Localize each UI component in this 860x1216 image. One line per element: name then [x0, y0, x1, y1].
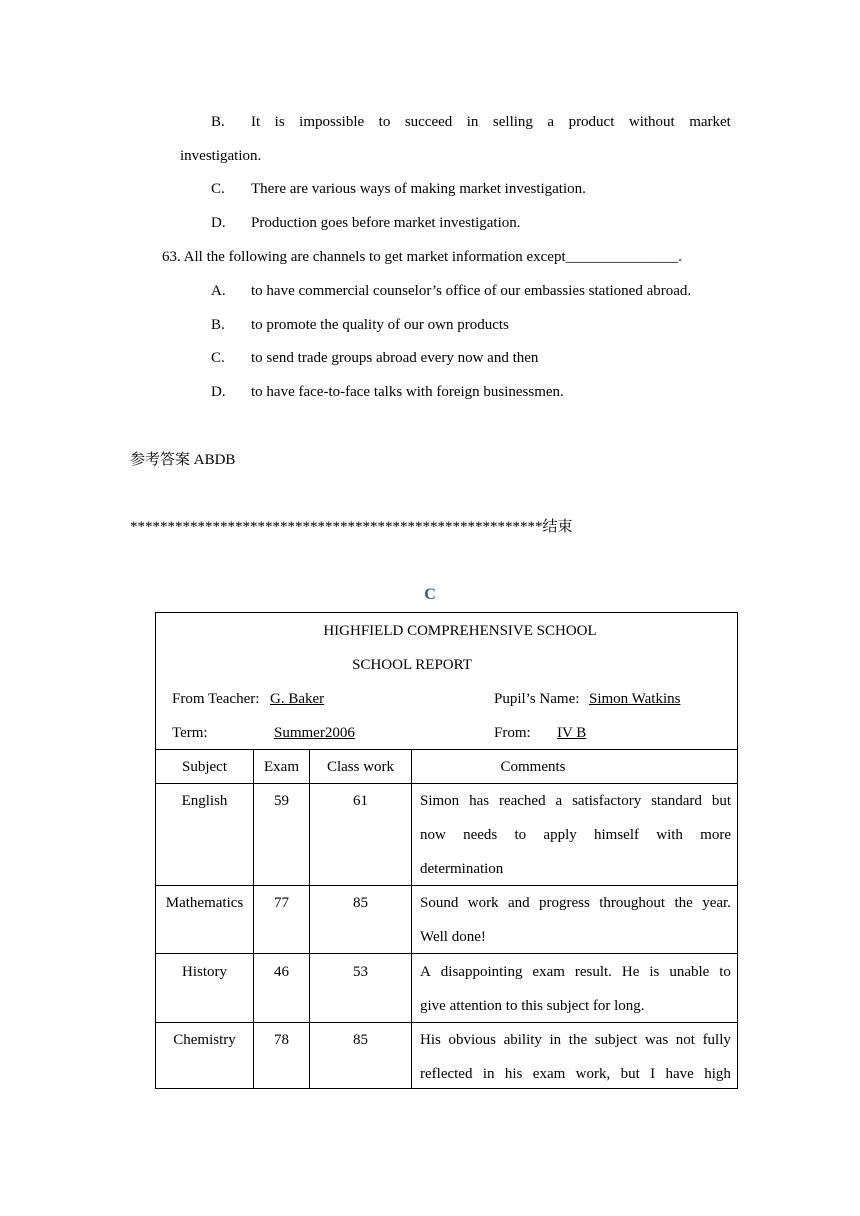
word: ability: [503, 1032, 542, 1048]
word: progress: [539, 895, 590, 911]
word: his: [504, 1066, 523, 1082]
column-header: Class work: [326, 759, 395, 775]
word: with: [656, 827, 683, 843]
option-b-continuation: investigation.: [180, 148, 262, 164]
classwork-cell: 85: [353, 1032, 368, 1048]
word: have: [665, 1066, 694, 1082]
form-label: From:: [494, 725, 531, 741]
section-heading: C: [424, 586, 436, 603]
comment-line: [420, 1030, 731, 1050]
word: fully: [702, 1032, 731, 1048]
term-label: Term:: [172, 725, 208, 741]
word: without: [628, 114, 675, 130]
word: high: [704, 1066, 731, 1082]
word: apply: [543, 827, 577, 843]
word: disappointing: [440, 964, 523, 980]
question-stem: 63. All the following are channels to get market information except_______________.: [162, 249, 682, 265]
word: exam: [532, 1066, 566, 1082]
pupil-name: Simon Watkins: [589, 691, 681, 707]
word: unable: [669, 964, 710, 980]
teacher-name: G. Baker: [270, 691, 325, 707]
word: A: [420, 964, 431, 980]
divider: [156, 783, 737, 784]
word: satisfactory: [572, 793, 642, 809]
word: It: [251, 114, 261, 130]
comment-line: determination: [420, 861, 504, 877]
word: work,: [575, 1066, 611, 1082]
word: to: [719, 964, 731, 980]
word: year.: [702, 895, 731, 911]
school-report-table: [155, 612, 738, 1089]
option-text: Production goes before market investigation.: [251, 215, 521, 231]
column-header: Subject: [182, 759, 227, 775]
option-letter: D.: [211, 384, 226, 400]
word: reached: [498, 793, 546, 809]
divider: [156, 885, 737, 886]
comment-line: [420, 825, 731, 845]
word: not: [675, 1032, 695, 1048]
end-marker: *******************************************************结束: [130, 519, 573, 535]
exam-cell: 59: [274, 793, 289, 809]
word: product: [568, 114, 615, 130]
word: in: [466, 114, 479, 130]
subject-cell: Chemistry: [173, 1032, 236, 1048]
classwork-cell: 85: [353, 895, 368, 911]
word: himself: [594, 827, 639, 843]
word: reflected: [420, 1066, 473, 1082]
option-b-line: [251, 112, 731, 132]
column-header: Exam: [264, 759, 299, 775]
word: was: [644, 1032, 669, 1048]
comment-line: [420, 1064, 731, 1084]
word: the: [674, 895, 693, 911]
divider: [156, 953, 737, 954]
option-text: to send trade groups abroad every now and then: [251, 350, 539, 366]
word: impossible: [299, 114, 365, 130]
word: but: [620, 1066, 640, 1082]
comment-line: [420, 893, 731, 913]
subject-cell: History: [182, 964, 227, 980]
word: a: [547, 114, 555, 130]
option-letter: C.: [211, 181, 225, 197]
word: exam: [532, 964, 565, 980]
word: a: [555, 793, 563, 809]
exam-cell: 46: [274, 964, 289, 980]
word: in: [482, 1066, 495, 1082]
word: obvious: [448, 1032, 496, 1048]
word: is: [274, 114, 285, 130]
option-text: to promote the quality of our own products: [251, 317, 509, 333]
word: has: [469, 793, 490, 809]
word: to: [378, 114, 391, 130]
word: and: [507, 895, 530, 911]
classwork-cell: 53: [353, 964, 368, 980]
word: subject: [594, 1032, 638, 1048]
word: result.: [574, 964, 612, 980]
word: the: [568, 1032, 588, 1048]
comment-line: [420, 791, 731, 811]
word: selling: [492, 114, 533, 130]
comment-line: Well done!: [420, 929, 486, 945]
word: His: [420, 1032, 441, 1048]
word: to: [514, 827, 527, 843]
option-text: There are various ways of making market investigation.: [251, 181, 586, 197]
school-name: HIGHFIELD COMPREHENSIVE SCHOOL: [323, 623, 597, 639]
exam-cell: 77: [274, 895, 289, 911]
word: throughout: [599, 895, 666, 911]
option-letter: A.: [211, 283, 226, 299]
word: is: [649, 964, 660, 980]
subject-cell: English: [181, 793, 228, 809]
option-letter: C.: [211, 350, 225, 366]
word: market: [689, 114, 731, 130]
word: more: [700, 827, 731, 843]
word: Sound: [420, 895, 459, 911]
term-value: Summer2006: [274, 725, 355, 741]
option-letter: B.: [211, 114, 225, 130]
exam-cell: 78: [274, 1032, 289, 1048]
option-text: to have commercial counselor’s office of our embassies stationed abroad.: [251, 283, 692, 299]
pupil-label: Pupil’s Name:: [494, 691, 580, 707]
column-header: Comments: [500, 759, 566, 775]
divider: [156, 749, 737, 750]
word: He: [621, 964, 640, 980]
answer-key: 参考答案 ABDB: [130, 452, 236, 468]
divider: [411, 749, 412, 1088]
option-text: to have face-to-face talks with foreign businessmen.: [251, 384, 564, 400]
option-letter: B.: [211, 317, 225, 333]
word: but: [711, 793, 731, 809]
word: work: [467, 895, 499, 911]
subject-cell: Mathematics: [165, 895, 244, 911]
classwork-cell: 61: [353, 793, 368, 809]
word: standard: [651, 793, 702, 809]
comment-line: give attention to this subject for long.: [420, 998, 645, 1014]
word: now: [420, 827, 446, 843]
form-value: IV B: [557, 725, 587, 741]
word: in: [549, 1032, 562, 1048]
divider: [156, 1022, 737, 1023]
report-title: SCHOOL REPORT: [352, 657, 472, 673]
word: succeed: [404, 114, 453, 130]
word: needs: [463, 827, 498, 843]
word: I: [650, 1066, 656, 1082]
word: Simon: [420, 793, 460, 809]
teacher-label: From Teacher:: [172, 691, 260, 707]
option-letter: D.: [211, 215, 226, 231]
comment-line: [420, 962, 731, 982]
